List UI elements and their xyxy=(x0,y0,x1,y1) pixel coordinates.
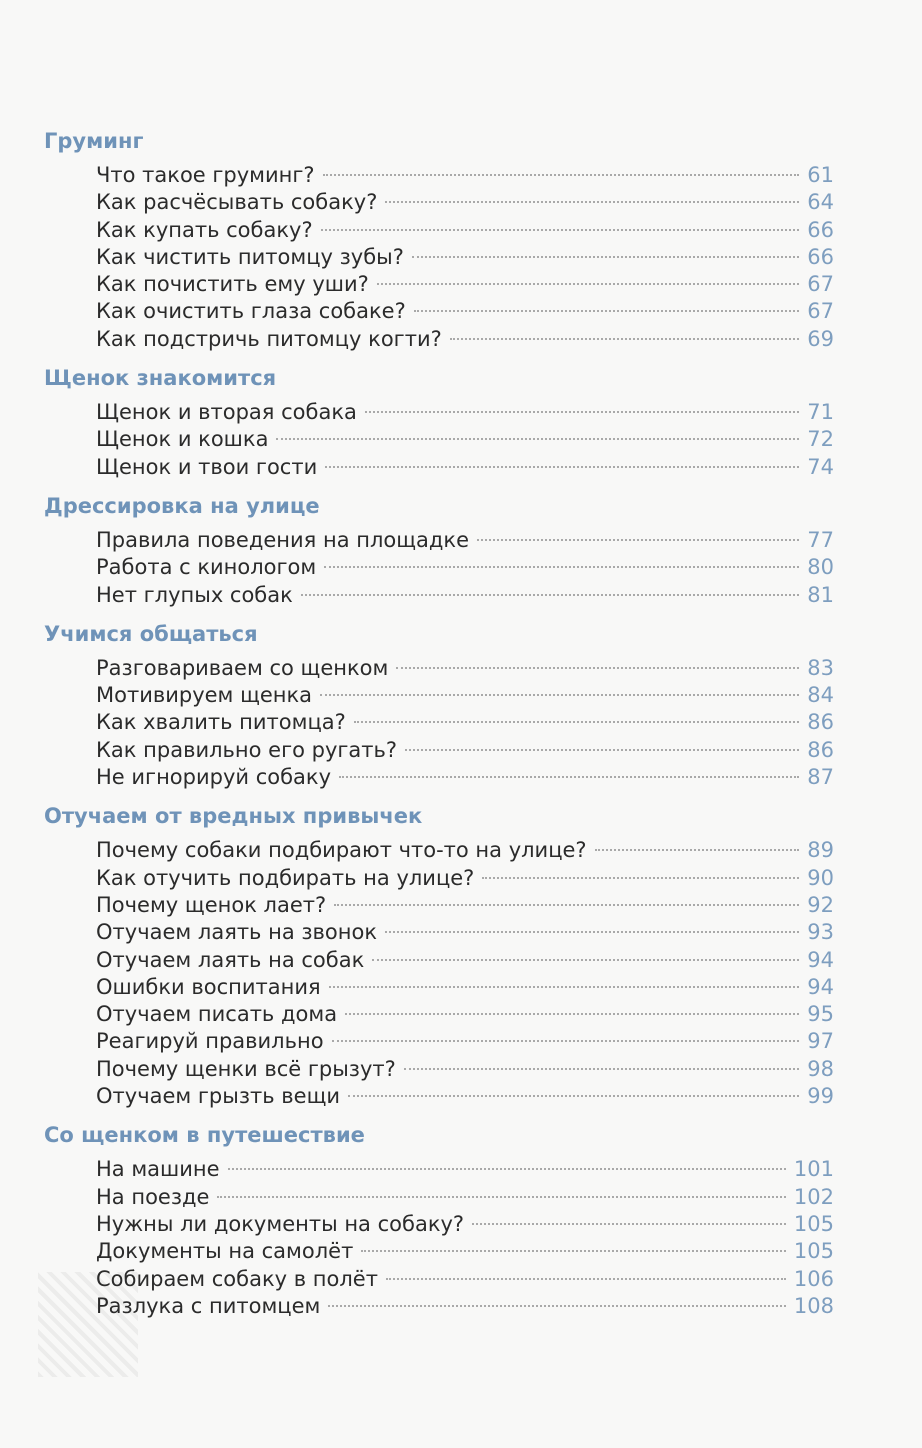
section-title: Учимся общаться xyxy=(44,621,258,646)
dot-leader xyxy=(228,1168,786,1170)
toc-entry[interactable] xyxy=(96,527,834,554)
dot-leader xyxy=(396,667,799,669)
toc-entry[interactable] xyxy=(96,189,834,216)
toc-entry-list xyxy=(96,399,834,481)
toc-entry-title: Ошибки воспитания xyxy=(96,974,321,999)
toc-entry[interactable] xyxy=(96,326,834,353)
toc-entry-page-number: 80 xyxy=(807,555,834,580)
toc-entry[interactable] xyxy=(96,737,834,764)
toc-entry-title: Как чистить питомцу зубы? xyxy=(96,244,404,269)
toc-entry-title: Разговариваем со щенком xyxy=(96,655,389,680)
toc-entry-title: Документы на самолёт xyxy=(96,1239,354,1264)
toc-entry-page-number: 108 xyxy=(793,1293,834,1318)
dot-leader xyxy=(482,877,799,879)
toc-entry-title: Щенок и кошка xyxy=(96,427,269,452)
toc-entry[interactable] xyxy=(96,244,834,271)
toc-entry-page-number: 101 xyxy=(793,1157,834,1182)
dot-leader xyxy=(404,1068,799,1070)
toc-entry-title: Нужны ли документы на собаку? xyxy=(96,1211,465,1236)
toc-entry[interactable] xyxy=(96,1028,834,1055)
toc-entry[interactable] xyxy=(96,399,834,426)
toc-entry[interactable] xyxy=(96,454,834,481)
toc-entry[interactable] xyxy=(96,1056,834,1083)
toc-entry-list xyxy=(96,1156,834,1320)
toc xyxy=(44,124,834,1320)
toc-entry[interactable] xyxy=(96,709,834,736)
section-title: Дрессировка на улице xyxy=(44,493,320,518)
toc-entry-page-number: 90 xyxy=(807,865,834,890)
dot-leader xyxy=(324,566,799,568)
section-spacer xyxy=(44,1110,834,1118)
section-spacer xyxy=(44,791,834,799)
toc-entry-page-number: 105 xyxy=(793,1211,834,1236)
toc-entry-page-number: 84 xyxy=(807,683,834,708)
toc-entry-page-number: 86 xyxy=(807,710,834,735)
toc-entry-title: Работа с кинологом xyxy=(96,555,317,580)
toc-entry-page-number: 61 xyxy=(807,163,834,187)
section-spacer xyxy=(44,353,834,361)
dot-leader xyxy=(414,310,800,312)
toc-entry[interactable] xyxy=(96,554,834,581)
toc-entry[interactable] xyxy=(96,865,834,892)
toc-entry-title: Почему собаки подбирают что-то на улице? xyxy=(96,838,587,863)
toc-entry-title: На машине xyxy=(96,1157,220,1182)
toc-entry-title: Как отучить подбирать на улице? xyxy=(96,865,475,890)
toc-entry-page-number: 66 xyxy=(807,244,834,269)
dot-leader xyxy=(372,959,799,961)
dot-leader xyxy=(377,283,799,285)
dot-leader xyxy=(405,749,799,751)
toc-entry-title: Мотивируем щенка xyxy=(96,683,313,708)
toc-entry-page-number: 92 xyxy=(807,892,834,917)
toc-entry-page-number: 81 xyxy=(807,582,834,607)
toc-entry-page-number: 94 xyxy=(807,974,834,999)
toc-entry-title: Что такое груминг? xyxy=(96,163,315,187)
toc-entry-page-number: 77 xyxy=(807,527,834,552)
toc-entry[interactable] xyxy=(96,271,834,298)
toc-entry-list xyxy=(96,837,834,1110)
toc-entry-page-number: 74 xyxy=(807,454,834,479)
toc-entry[interactable] xyxy=(96,1211,834,1238)
toc-entry[interactable] xyxy=(96,764,834,791)
toc-entry-title: Собираем собаку в полёт xyxy=(96,1266,378,1291)
section-title: Со щенком в путешествие xyxy=(44,1123,365,1148)
toc-entry-title: Щенок и вторая собака xyxy=(96,400,357,425)
toc-entry[interactable] xyxy=(96,582,834,609)
toc-entry-title: Не игнорируй собаку xyxy=(96,765,332,790)
toc-entry-list xyxy=(96,162,834,353)
toc-entry[interactable] xyxy=(96,947,834,974)
toc-entry[interactable] xyxy=(96,1266,834,1293)
dot-leader xyxy=(386,1278,786,1280)
toc-section xyxy=(44,1118,834,1320)
dot-leader xyxy=(361,1250,786,1252)
toc-entry-page-number: 83 xyxy=(807,655,834,680)
section-title: Щенок знакомится xyxy=(44,366,277,391)
toc-entry-page-number: 106 xyxy=(793,1266,834,1291)
toc-entry[interactable] xyxy=(96,162,834,189)
toc-entry-page-number: 102 xyxy=(793,1184,834,1209)
toc-entry-page-number: 98 xyxy=(807,1056,834,1081)
toc-entry[interactable] xyxy=(96,892,834,919)
toc-section xyxy=(44,124,834,361)
toc-entry[interactable] xyxy=(96,655,834,682)
dot-leader xyxy=(385,201,799,203)
toc-entry-title: Нет глупых собак xyxy=(96,582,293,607)
toc-entry-page-number: 97 xyxy=(807,1029,834,1054)
toc-entry[interactable] xyxy=(96,1001,834,1028)
toc-entry[interactable] xyxy=(96,1238,834,1265)
toc-entry-page-number: 86 xyxy=(807,737,834,762)
toc-entry-title: Реагируй правильно xyxy=(96,1029,324,1054)
dot-leader xyxy=(217,1196,785,1198)
toc-section xyxy=(44,617,834,799)
dot-leader xyxy=(321,229,800,231)
toc-section xyxy=(44,799,834,1118)
section-title: Отучаем от вредных привычек xyxy=(44,804,423,829)
toc-entry-list xyxy=(96,655,834,791)
toc-entry[interactable] xyxy=(96,1293,834,1320)
toc-entry[interactable] xyxy=(96,682,834,709)
toc-entry[interactable] xyxy=(96,1184,834,1211)
toc-entry-page-number: 94 xyxy=(807,947,834,972)
toc-entry-page-number: 67 xyxy=(807,299,834,324)
dot-leader xyxy=(354,721,799,723)
toc-entry-title: Как хвалить питомца? xyxy=(96,710,346,735)
toc-entry[interactable] xyxy=(96,426,834,453)
toc-entry-title: Как купать собаку? xyxy=(96,217,313,242)
dot-leader xyxy=(348,1095,799,1097)
toc-entry-title: Как почистить ему уши? xyxy=(96,272,369,297)
toc-entry-title: Отучаем грызть вещи xyxy=(96,1084,341,1109)
dot-leader xyxy=(385,931,799,933)
toc-entry-title: Почему щенок лает? xyxy=(96,892,327,917)
dot-leader xyxy=(450,338,800,340)
toc-entry-title: Разлука с питомцем xyxy=(96,1293,321,1318)
dot-leader xyxy=(320,694,799,696)
toc-entry-page-number: 71 xyxy=(807,400,834,425)
toc-entry[interactable] xyxy=(96,298,834,325)
toc-entry-title: Отучаем писать дома xyxy=(96,1002,338,1027)
dot-leader xyxy=(323,174,800,176)
dot-leader xyxy=(365,411,799,413)
toc-entry-title: Почему щенки всё грызут? xyxy=(96,1056,396,1081)
toc-entry-page-number: 99 xyxy=(807,1084,834,1109)
toc-entry-page-number: 87 xyxy=(807,765,834,790)
toc-entry[interactable] xyxy=(96,919,834,946)
dot-leader xyxy=(339,776,799,778)
toc-entry[interactable] xyxy=(96,1083,834,1110)
dot-leader xyxy=(412,256,799,258)
toc-entry[interactable] xyxy=(96,974,834,1001)
toc-entry-page-number: 66 xyxy=(807,217,834,242)
section-title: Груминг xyxy=(44,129,144,153)
toc-entry[interactable] xyxy=(96,1156,834,1183)
dot-leader xyxy=(329,986,800,988)
section-spacer xyxy=(44,481,834,489)
dot-leader xyxy=(328,1305,786,1307)
toc-section xyxy=(44,361,834,489)
toc-entry-title: Как подстричь питомцу когти? xyxy=(96,326,442,351)
toc-entry-title: Отучаем лаять на звонок xyxy=(96,920,378,945)
toc-entry-page-number: 64 xyxy=(807,190,834,215)
dot-leader xyxy=(301,594,799,596)
dot-leader xyxy=(334,904,799,906)
toc-entry-page-number: 89 xyxy=(807,838,834,863)
dot-leader xyxy=(345,1013,799,1015)
dot-leader xyxy=(325,466,799,468)
toc-entry-title: Как правильно его ругать? xyxy=(96,737,398,762)
toc-entry[interactable] xyxy=(96,837,834,864)
toc-entry-page-number: 93 xyxy=(807,920,834,945)
toc-entry-title: Как расчёсывать собаку? xyxy=(96,190,378,215)
toc-entry-title: Щенок и твои гости xyxy=(96,454,318,479)
toc-entry-page-number: 67 xyxy=(807,272,834,297)
dot-leader xyxy=(472,1223,786,1225)
toc-section xyxy=(44,489,834,617)
toc-entry-title: На поезде xyxy=(96,1184,210,1209)
toc-entry-title: Как очистить глаза собаке? xyxy=(96,299,406,324)
toc-entry-page-number: 69 xyxy=(807,326,834,351)
dot-leader xyxy=(332,1040,800,1042)
dot-leader xyxy=(477,539,799,541)
section-spacer xyxy=(44,609,834,617)
toc-entry[interactable] xyxy=(96,217,834,244)
dot-leader xyxy=(595,849,800,851)
toc-entry-page-number: 95 xyxy=(807,1002,834,1027)
toc-entry-title: Правила поведения на площадке xyxy=(96,527,470,552)
toc-entry-list xyxy=(96,527,834,609)
toc-entry-page-number: 105 xyxy=(793,1239,834,1264)
toc-entry-page-number: 72 xyxy=(807,427,834,452)
dot-leader xyxy=(276,438,799,440)
toc-entry-title: Отучаем лаять на собак xyxy=(96,947,365,972)
